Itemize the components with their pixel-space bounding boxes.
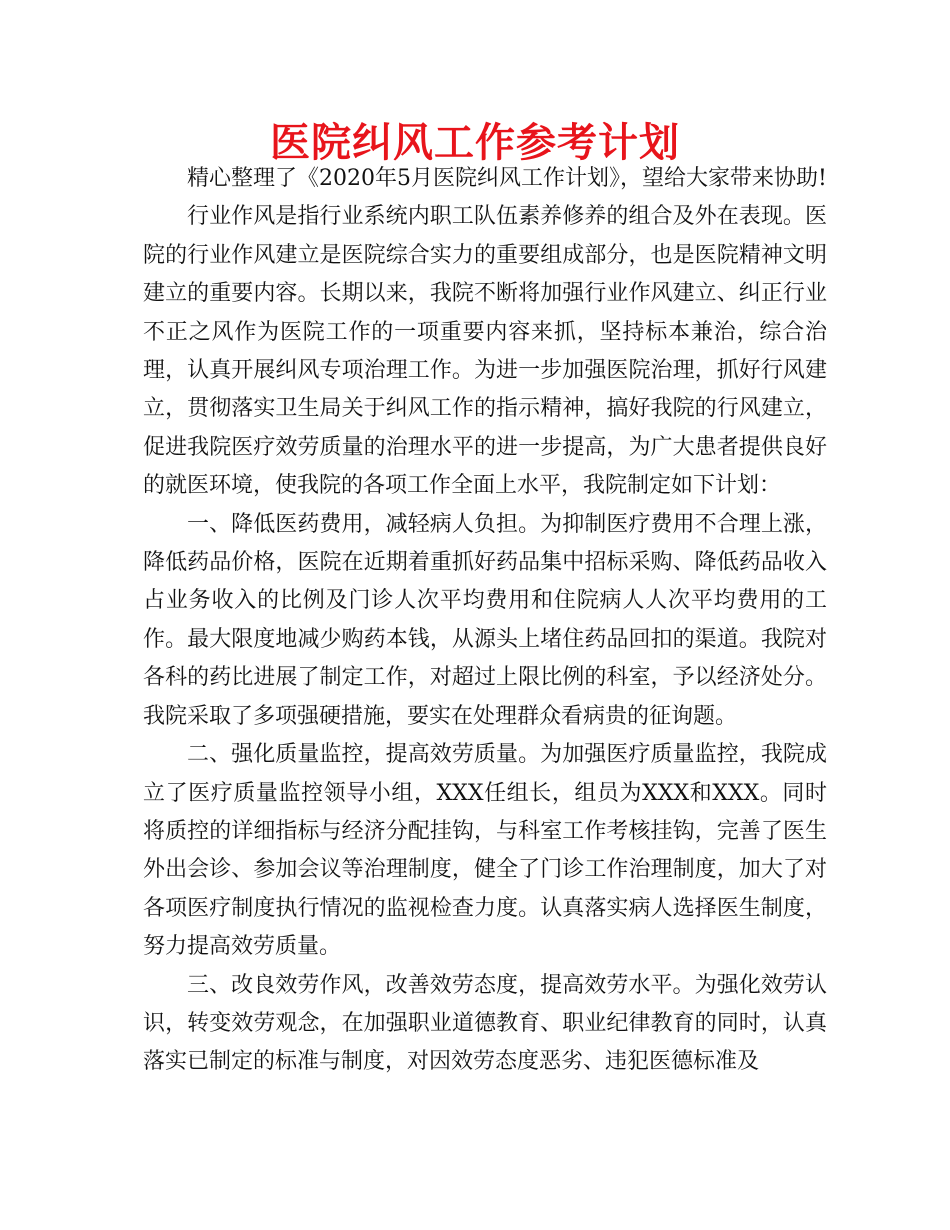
section-one-paragraph: 一、降低医药费用，减轻病人负担。为抑制医疗费用不合理上涨，降低药品价格，医院在近期着重抓好药品集中招标采购、降低药品收入占业务收入的比例及门诊人次平均费用和住院病人人次平均费用的工作。最大限度地减少购药本钱，从源头上堵住药品回扣的渠道。我院对各科的药比进展了制定工作，对超过上限比例的科室，予以经济处分。我院采取了多项强硬措施，要实在处理群众看病贵的征询题。 xyxy=(143,511,827,729)
document-title: 医院纠风工作参考计划 xyxy=(270,120,680,166)
section-two-paragraph: 二、强化质量监控，提高效劳质量。为加强医疗质量监控，我院成立了医疗质量监控领导小组，XXX任组长，组员为XXX和XXX。同时将质控的详细指标与经济分配挂钩，与科室工作考核挂钩，完善了医生外出会诊、参加会议等治理制度，健全了门诊工作治理制度，加大了对各项医疗制度执行情况的监视检查力度。认真落实病人选择医生制度，努力提高效劳质量。 xyxy=(143,742,827,960)
background-paragraph: 行业作风是指行业系统内职工队伍素养修养的组合及外在表现。医院的行业作风建立是医院综合实力的重要组成部分，也是医院精神文明建立的重要内容。长期以来，我院不断将加强行业作风建立、纠正行业不正之风作为医院工作的一项重要内容来抓，坚持标本兼治，综合治理，认真开展纠风专项治理工作。为进一步加强医院治理，抓好行风建立，贯彻落实卫生局关于纠风工作的指示精神，搞好我院的行风建立，促进我院医疗效劳质量的治理水平的进一步提高，为广大患者提供良好的就医环境，使我院的各项工作全面上水平，我院制定如下计划： xyxy=(143,204,827,499)
document-body xyxy=(143,160,827,1082)
intro-paragraph: 精心整理了《2020年5月医院纠风工作计划》，望给大家带来协助! xyxy=(187,166,827,191)
section-three-paragraph: 三、改良效劳作风，改善效劳态度，提高效劳水平。为强化效劳认识，转变效劳观念，在加强职业道德教育、职业纪律教育的同时，认真落实已制定的标准与制度，对因效劳态度恶劣、违犯医德标准及 xyxy=(143,972,827,1075)
